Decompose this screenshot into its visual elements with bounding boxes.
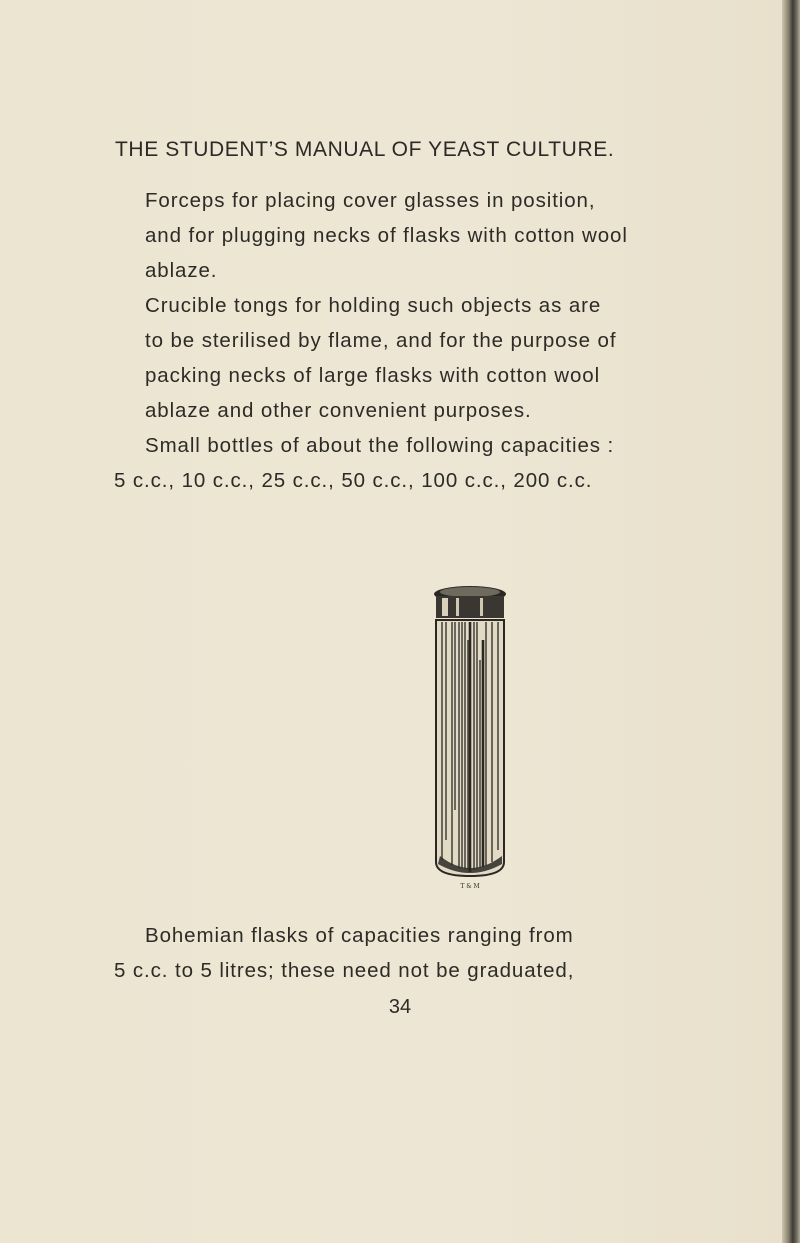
book-binding-edge [782, 0, 800, 1243]
stopper-shine [442, 598, 448, 616]
stopper-shine [480, 598, 483, 616]
paragraph-small-bottles [114, 428, 774, 498]
text-line: Small bottles of about the following capacities : [145, 434, 615, 457]
page-number: 34 [388, 996, 412, 1018]
running-head: THE STUDENT’S MANUAL OF YEAST CULTURE. [115, 138, 615, 161]
body-text [114, 183, 774, 498]
stopper-shine [456, 598, 459, 616]
engraver-mark: T & M [460, 883, 480, 890]
text-line: packing necks of large flasks with cotton wool [145, 364, 601, 387]
stoppered-bottle-icon [422, 580, 522, 890]
paragraph-forceps [114, 183, 774, 288]
text-line: Bohemian flasks of capacities ranging from [145, 924, 574, 947]
paragraph-crucible-tongs [114, 288, 774, 428]
bottle-illustration [422, 580, 522, 890]
bohemian-flasks-paragraph [114, 918, 774, 988]
text-line: 5 c.c., 10 c.c., 25 c.c., 50 c.c., 100 c.c., 200 c.c. [114, 469, 593, 492]
text-line: Forceps for placing cover glasses in position, [145, 189, 596, 212]
stopper-highlight [440, 587, 500, 597]
text-line: to be sterilised by flame, and for the purpose of [145, 329, 617, 352]
text-line: and for plugging necks of flasks with cotton wool [145, 224, 628, 247]
text-line: ablaze. [145, 259, 218, 282]
text-line: 5 c.c. to 5 litres; these need not be graduated, [114, 959, 575, 982]
text-line: ablaze and other convenient purposes. [145, 399, 532, 422]
text-line: Crucible tongs for holding such objects as are [145, 294, 602, 317]
